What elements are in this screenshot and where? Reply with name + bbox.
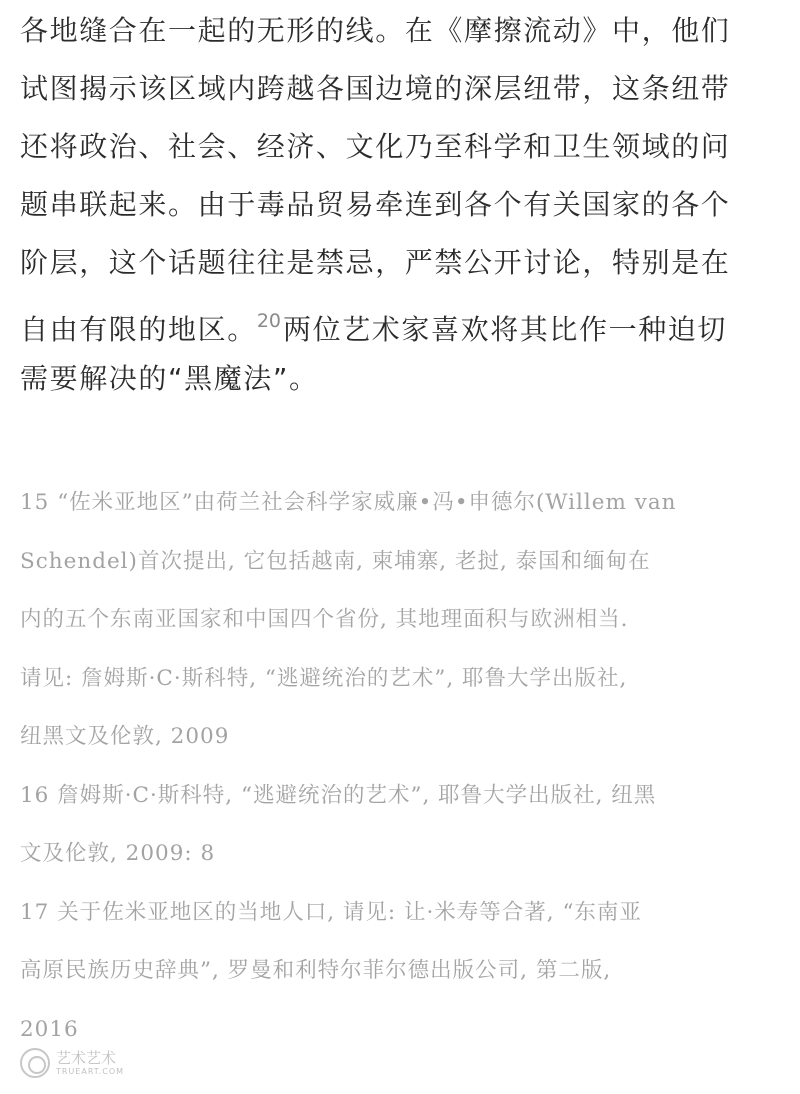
footnote-line: Schendel)首次提出, 它包括越南, 柬埔寨, 老挝, 泰国和缅甸在 bbox=[20, 548, 651, 574]
footnote-line: 2016 bbox=[20, 1016, 79, 1042]
footnote-line: 高原民族历史辞典”, 罗曼和利特尔菲尔德出版公司, 第二版, bbox=[20, 958, 612, 983]
footnote-line: 纽黑文及伦敦, 2009 bbox=[20, 724, 230, 749]
footnote-line: 16 詹姆斯·C·斯科特, “逃避统治的艺术”, 耶鲁大学出版社, 纽黑 bbox=[20, 782, 657, 808]
article-body bbox=[20, 2, 782, 408]
body-line: 阶层，这个话题往往是禁忌，严禁公开讨论，特别是在 bbox=[20, 246, 731, 279]
body-text: 自由有限的地区。 bbox=[20, 313, 257, 346]
footnote-line: 文及伦敦, 2009: 8 bbox=[20, 841, 216, 866]
logo-icon bbox=[20, 1048, 50, 1078]
body-line: 各地缝合在一起的无形的线。在《摩擦流动》中，他们 bbox=[20, 14, 731, 47]
footnote-line: 17 关于佐米亚地区的当地人口, 请见: 让·米寿等合著, “东南亚 bbox=[20, 899, 642, 925]
body-line: 需要解决的“黑魔法”。 bbox=[20, 362, 319, 395]
body-line: 试图揭示该区域内跨越各国边境的深层纽带，这条纽带 bbox=[20, 72, 731, 105]
watermark-text bbox=[56, 1048, 125, 1076]
footnote-line: 内的五个东南亚国家和中国四个省份, 其地理面积与欧洲相当. bbox=[20, 607, 629, 632]
body-text: 两位艺术家喜欢将其比作一种迫切 bbox=[283, 313, 728, 346]
watermark-name: 艺术艺术 bbox=[56, 1048, 117, 1067]
footnote-ref-20[interactable]: 20 bbox=[256, 310, 281, 332]
watermark-logo bbox=[20, 1048, 124, 1078]
body-line: 还将政治、社会、经济、文化乃至科学和卫生领域的问 bbox=[20, 130, 731, 163]
footnote-line: 请见: 詹姆斯·C·斯科特, “逃避统治的艺术”, 耶鲁大学出版社, bbox=[20, 665, 628, 691]
watermark-sub: TRUEART.COM bbox=[56, 1066, 125, 1076]
footnote-line: 15 “佐米亚地区”由荷兰社会科学家威廉•冯•申德尔(Willem van bbox=[20, 490, 677, 515]
body-line bbox=[20, 292, 782, 350]
footnotes bbox=[20, 474, 785, 1059]
body-line: 题串联起来。由于毒品贸易牵连到各个有关国家的各个 bbox=[20, 188, 731, 221]
